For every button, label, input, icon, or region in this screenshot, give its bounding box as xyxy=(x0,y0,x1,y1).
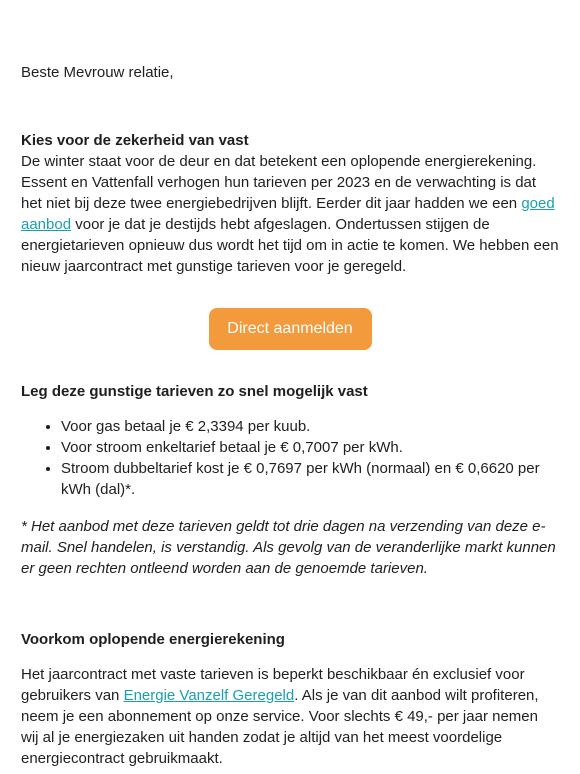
energie-vanzelf-geregeld-link[interactable]: Energie Vanzelf Geregeld xyxy=(123,687,295,704)
list-item-dual-rate: • Stroom dubbeltarief kost je € 0,7697 per kWh (normaal) en € 0,6620 per kWh (dal)*. xyxy=(61,458,559,500)
good-offer-link[interactable]: goed aanbod xyxy=(21,195,555,233)
section-heading: Kies voor de zekerheid van vast xyxy=(21,132,249,149)
cta-container xyxy=(0,308,580,350)
rates-list xyxy=(21,416,559,500)
contract-paragraph xyxy=(21,664,559,769)
contract-text: Het jaarcontract met vaste tarieven is beperkt beschikbaar én exclusief voor gebruikers van xyxy=(21,666,525,704)
list-item-single-rate: • Voor stroom enkeltarief betaal je € 0,7007 per kWh. xyxy=(61,437,559,458)
intro-text: De winter staat voor de deur en dat betekent een oplopende energierekening. Essent en Vattenfall verhogen hun tarieven per 2023 en de verwachting is dat het niet bij deze twee energiebedrijven blijft. Eerder dit jaar hadden we een xyxy=(21,153,537,212)
contract-text-continued: . Als je van dit aanbod wilt profiteren, neem je een abonnement op onze service. Voor slechts € 49,- per jaar nemen wij al je energiezaken uit handen zodat je altijd van het meest voordelige energiecontract gebruikmaakt. xyxy=(21,687,539,767)
rates-heading: Leg deze gunstige tarieven zo snel mogelijk vast xyxy=(21,383,368,400)
section-fixed-rates xyxy=(21,130,559,277)
list-item-gas: • Voor gas betaal je € 2,3394 per kuub. xyxy=(61,416,559,437)
greeting: Beste Mevrouw relatie, xyxy=(21,64,174,81)
section-heading-prevent: Voorkom oplopende energierekening xyxy=(21,631,285,648)
disclaimer-note: * Het aanbod met deze tarieven geldt tot drie dagen na verzending van deze e-mail. Snel handelen, is verstandig. Als gevolg van de veranderlijke markt kunnen er geen rechten ontleend worden aan de genoemde tarieven. xyxy=(21,518,556,577)
intro-text-continued: voor je dat je destijds hebt afgeslagen. Ondertussen stijgen de energietarieven opnieuw dus wordt het tijd om in actie te komen. We hebben een nieuw jaarcontract met gunstige tarieven voor je geregeld. xyxy=(21,216,559,275)
intro-paragraph xyxy=(21,151,559,277)
direct-signup-button[interactable]: Direct aanmelden xyxy=(209,308,372,350)
